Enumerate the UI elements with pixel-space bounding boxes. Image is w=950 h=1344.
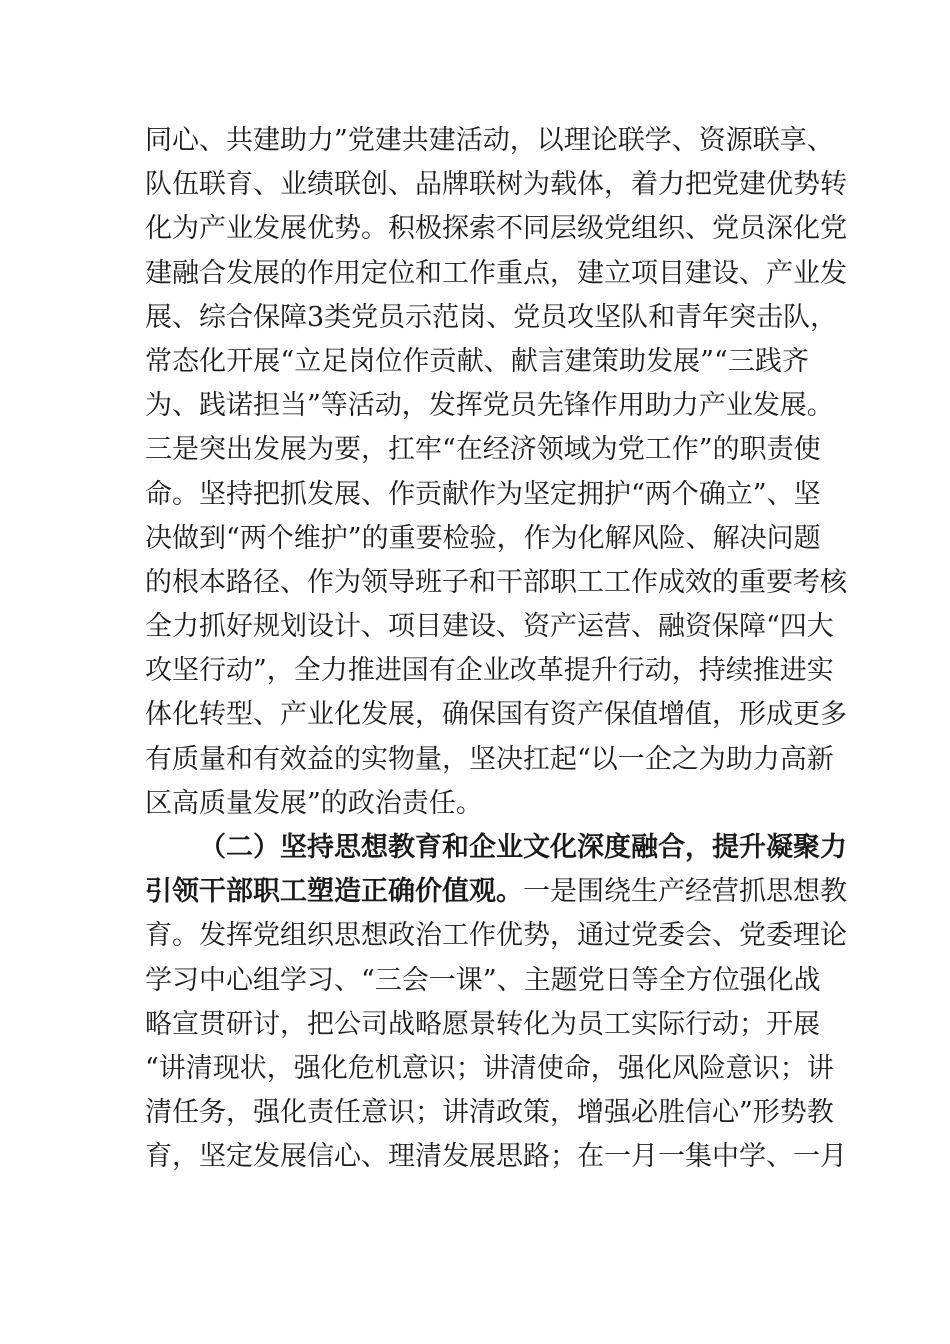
section-heading-continued: 引领干部职工塑造正确价值观。 bbox=[145, 876, 523, 908]
text-line: 常态化开展“立足岗位作贡献、献言建策助发展”“三践齐 bbox=[145, 345, 809, 377]
text-line: 区高质量发展”的政治责任。 bbox=[145, 787, 483, 819]
text-line: 展、综合保障3类党员示范岗、党员攻坚队和青年突击队， bbox=[145, 301, 838, 333]
text-line: 清任务，强化责任意识；讲清政策，增强必胜信心”形势教 bbox=[145, 1097, 834, 1129]
body-text bbox=[145, 119, 847, 1180]
text-line: 同心、共建助力”党建共建活动，以理论联学、资源联享、 bbox=[145, 125, 834, 156]
text-line: 体化转型、产业化发展，确保国有资产保值增值，形成更多 bbox=[145, 699, 847, 731]
text-line: 决做到“两个维护”的重要检验，作为化解风险、解决问题 bbox=[145, 522, 821, 554]
text-line: 学习中心组学习、“三会一课”、主题党日等全方位强化战 bbox=[145, 964, 821, 996]
text-line: 队伍联育、业绩联创、品牌联树为载体，着力把党建优势转 bbox=[145, 169, 847, 201]
text-line: 育。发挥党组织思想政治工作优势，通过党委会、党委理论 bbox=[145, 920, 847, 952]
text-line bbox=[145, 870, 847, 914]
text-line: 攻坚行动”，全力推进国有企业改革提升行动，持续推进实 bbox=[145, 655, 834, 687]
text-line: 三是突出发展为要，扛牢“在经济领域为党工作”的职责使 bbox=[145, 434, 821, 466]
text-line: 全力抓好规划设计、项目建设、资产运营、融资保障“四大 bbox=[145, 611, 834, 643]
text-line: 化为产业发展优势。积极探索不同层级党组织、党员深化党 bbox=[145, 213, 847, 245]
text-line: 的根本路径、作为领导班子和干部职工工作成效的重要考核 bbox=[145, 566, 847, 598]
paragraph-2 bbox=[145, 826, 847, 1180]
paragraph-1 bbox=[145, 119, 847, 826]
text-line: 命。坚持把抓发展、作贡献作为坚定拥护“两个确立”、坚 bbox=[145, 478, 821, 510]
text-line: 建融合发展的作用定位和工作重点，建立项目建设、产业发 bbox=[145, 257, 847, 289]
section-heading: （二）坚持思想教育和企业文化深度融合，提升凝聚力 bbox=[199, 832, 847, 863]
text-line: “讲清现状，强化危机意识；讲清使命，强化风险意识；讲 bbox=[145, 1052, 834, 1084]
text-line: 有质量和有效益的实物量，坚决扛起“以一企之为助力高新 bbox=[145, 743, 834, 775]
text-line: 为、践诺担当”等活动，发挥党员先锋作用助力产业发展。 bbox=[145, 390, 834, 422]
text-line: 育，坚定发展信心、理清发展思路；在一月一集中学、一月 bbox=[145, 1141, 847, 1173]
text-span: 一是围绕生产经营抓思想教 bbox=[523, 876, 847, 908]
text-line: 略宣贯研讨，把公司战略愿景转化为员工实际行动；开展 bbox=[145, 1008, 820, 1040]
